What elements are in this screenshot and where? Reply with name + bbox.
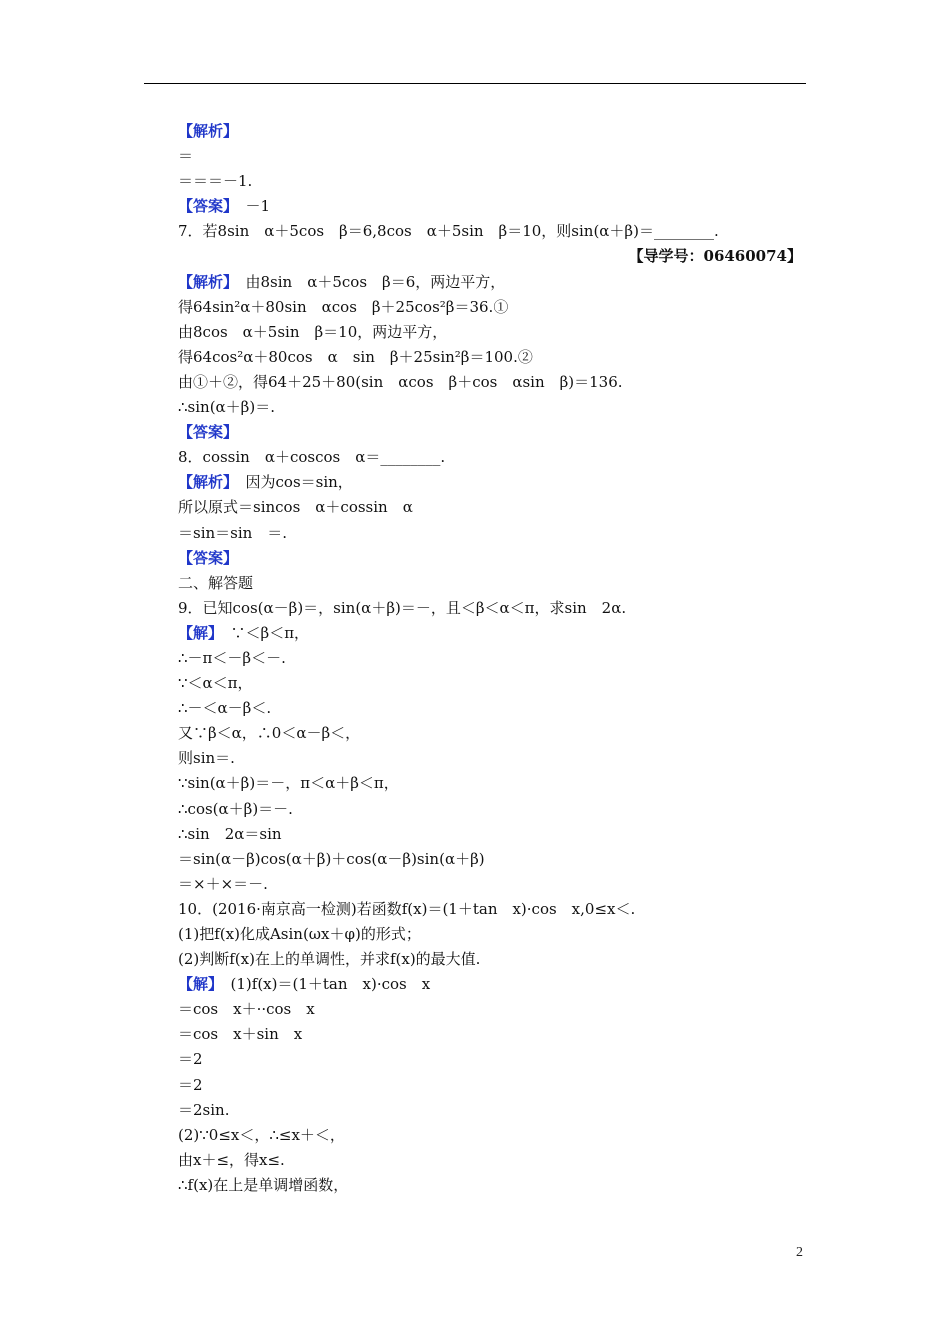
line-text: ∵＜β＜π， — [215, 623, 310, 642]
line-text: －1 — [230, 197, 271, 216]
line-text: 又∵β＜α，∴0＜α－β＜， — [178, 724, 361, 743]
section-tag: 【解析】 — [178, 473, 231, 492]
text-line — [178, 922, 806, 947]
line-text: ＝2sin. — [178, 1100, 230, 1119]
text-line — [178, 1047, 806, 1072]
text-line — [178, 872, 806, 897]
document-body — [178, 119, 806, 1198]
line-text: ＝cos x＋··cos x — [178, 1000, 315, 1019]
text-line — [178, 270, 806, 295]
text-line — [178, 1073, 806, 1098]
line-text: 由x＋≤，得x≤. — [178, 1150, 285, 1169]
text-line — [178, 1098, 806, 1123]
line-text: (1)f(x)＝(1＋tan x)·cos x — [215, 975, 431, 994]
line-text: 得64sin²α＋80sin αcos β＋25cos²β＝36.① — [178, 297, 509, 316]
text-line — [178, 847, 806, 872]
line-text: ∵＜α＜π， — [178, 674, 253, 693]
text-line — [178, 746, 806, 771]
text-line — [178, 671, 806, 696]
text-line — [178, 470, 806, 495]
text-line — [178, 445, 806, 470]
line-text: ＝ — [178, 147, 194, 166]
section-tag: 【解】 — [178, 975, 216, 994]
line-text: (2)判断f(x)在上的单调性，并求f(x)的最大值. — [178, 950, 481, 969]
line-text: 得64cos²α＋80cos α sin β＋25sin²β＝100.② — [178, 347, 533, 366]
line-text: ＝2 — [178, 1050, 203, 1069]
line-text: 9．已知cos(α－β)＝，sin(α＋β)＝－，且＜β＜α＜π，求sin 2α. — [178, 598, 627, 617]
text-line — [178, 822, 806, 847]
text-line — [178, 320, 806, 345]
section-tag: 【答案】 — [178, 548, 239, 567]
line-text: 因为cos＝sin， — [230, 473, 353, 492]
text-line — [178, 219, 806, 244]
line-text: 由8sin α＋5cos β＝6，两边平方， — [230, 272, 506, 291]
page-number: 2 — [796, 1245, 803, 1260]
text-line — [178, 395, 806, 420]
text-line — [178, 621, 806, 646]
text-line — [178, 420, 806, 445]
text-line — [178, 1123, 806, 1148]
text-line — [178, 144, 806, 169]
text-line — [178, 696, 806, 721]
line-text: ＝cos x＋sin x — [178, 1025, 303, 1044]
text-line — [178, 1173, 806, 1198]
text-line — [178, 194, 806, 219]
text-line — [178, 546, 806, 571]
text-line — [178, 972, 806, 997]
line-text: 8．cossin α＋coscos α＝________. — [178, 448, 446, 467]
section-tag: 【解】 — [178, 623, 216, 642]
section-tag: 【解析】 — [178, 272, 231, 291]
line-text: 由①＋②，得64＋25＋80(sin αcos β＋cos αsin β)＝136. — [178, 372, 623, 391]
line-text: ∴－＜α－β＜. — [178, 699, 272, 718]
text-line — [178, 169, 806, 194]
text-line — [178, 897, 806, 922]
line-text: 则sin＝. — [178, 749, 235, 768]
section-tag: 【解析】 — [178, 122, 239, 140]
text-line — [178, 646, 806, 671]
line-text: ＝sin(α－β)cos(α＋β)＋cos(α－β)sin(α＋β) — [178, 849, 485, 868]
line-text: ＝×＋×＝－. — [178, 874, 268, 893]
header-rule — [144, 83, 806, 84]
line-text: 由8cos α＋5sin β＝10，两边平方， — [178, 322, 448, 341]
line-text: ∵sin(α＋β)＝－，π＜α＋β＜π， — [178, 774, 399, 793]
text-line — [178, 721, 806, 746]
text-line — [178, 244, 806, 269]
guide-number: 【导学号：06460074】 — [628, 247, 802, 266]
line-text: (1)把f(x)化成Asin(ωx＋φ)的形式； — [178, 925, 421, 943]
line-text: ＝sin＝sin ＝. — [178, 523, 288, 542]
text-line — [178, 997, 806, 1022]
line-text: ∴sin 2α＝sin — [178, 824, 282, 843]
text-line — [178, 797, 806, 822]
section-tag: 【答案】 — [178, 423, 239, 442]
text-line — [178, 596, 806, 621]
text-line — [178, 345, 806, 370]
text-line — [178, 521, 806, 546]
line-text: ∴cos(α＋β)＝－. — [178, 799, 293, 818]
text-line — [178, 771, 806, 796]
text-line — [178, 495, 806, 520]
text-line — [178, 370, 806, 395]
line-text: (2)∵0≤x＜，∴≤x＋＜， — [178, 1125, 345, 1144]
text-line — [178, 1022, 806, 1047]
text-line — [178, 947, 806, 972]
line-text: 所以原式＝sincos α＋cossin α — [178, 498, 413, 517]
line-text: ＝2 — [178, 1075, 203, 1094]
line-text: 二、解答题 — [178, 573, 254, 592]
line-text: 10．(2016·南京高一检测)若函数f(x)＝(1＋tan x)·cos x,0≤x＜. — [178, 899, 636, 918]
text-line — [178, 119, 806, 144]
line-text: ∴f(x)在上是单调增函数， — [178, 1175, 349, 1194]
text-line — [178, 295, 806, 320]
line-text: ∴sin(α＋β)＝. — [178, 398, 275, 417]
line-text: 7．若8sin α＋5cos β＝6,8cos α＋5sin β＝10，则sin(α＋β)＝________. — [178, 222, 719, 241]
text-line — [178, 1148, 806, 1173]
section-tag: 【答案】 — [178, 197, 231, 216]
line-text: ∴－π＜－β＜－. — [178, 648, 286, 667]
line-text: ＝＝＝－1. — [178, 172, 253, 191]
text-line — [178, 571, 806, 596]
